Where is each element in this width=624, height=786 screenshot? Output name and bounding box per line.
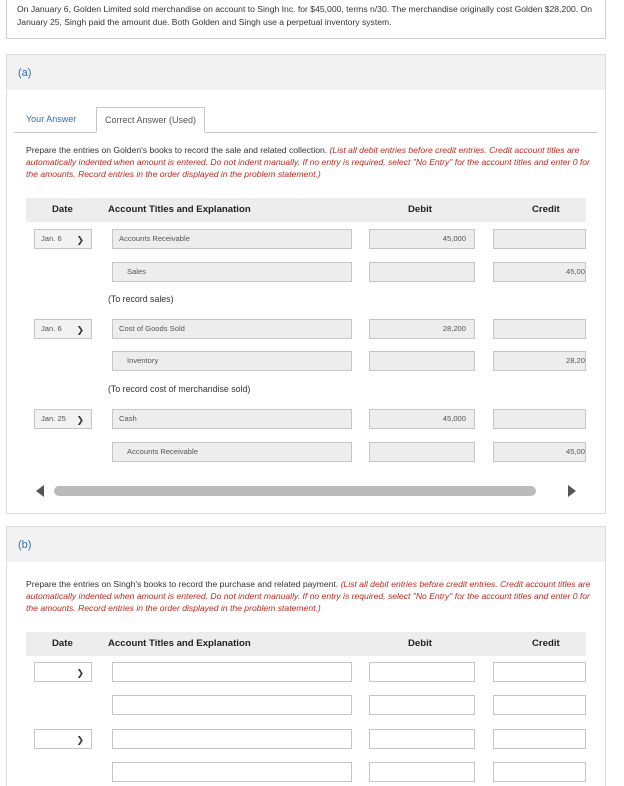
- part-a-table-header: [26, 198, 586, 222]
- date-value: Jan. 6: [41, 324, 62, 333]
- date-select[interactable]: [34, 662, 92, 682]
- debit-field[interactable]: [369, 762, 475, 782]
- debit-field[interactable]: [369, 442, 475, 462]
- credit-field[interactable]: 28,20: [493, 351, 586, 371]
- part-b-instructions: [26, 578, 591, 614]
- credit-field[interactable]: [493, 762, 586, 782]
- chevron-down-icon: ❯: [76, 415, 84, 425]
- part-b-header: [6, 526, 606, 562]
- account-field[interactable]: [112, 695, 352, 715]
- header-debit: Debit: [408, 638, 432, 649]
- date-select[interactable]: [34, 409, 92, 429]
- account-field[interactable]: [112, 762, 352, 782]
- part-b-instruction-note: (List all debit entries before credit entries. Credit account titles are automatically indented when amount is entered. Do not indent manually. If no entry is required, select "No Entry" for the account titles and enter 0 for the amounts. Record entries in the order displayed in the problem statement.): [26, 579, 591, 613]
- header-account: Account Titles and Explanation: [108, 204, 251, 215]
- date-value: Jan. 25: [41, 414, 66, 423]
- header-date: Date: [52, 638, 73, 649]
- account-field[interactable]: Sales: [112, 262, 352, 282]
- account-field[interactable]: Accounts Receivable: [112, 442, 352, 462]
- chevron-down-icon: ❯: [76, 325, 84, 335]
- chevron-down-icon: ❯: [76, 735, 84, 745]
- problem-statement: [6, 0, 606, 39]
- credit-field[interactable]: [493, 409, 586, 429]
- part-a-instruction-text: Prepare the entries on Golden's books to record the sale and related collection.: [26, 145, 330, 155]
- account-field[interactable]: Cost of Goods Sold: [112, 319, 352, 339]
- debit-field[interactable]: [369, 262, 475, 282]
- part-a-label: (a): [18, 67, 32, 79]
- chevron-down-icon: ❯: [76, 235, 84, 245]
- header-debit: Debit: [408, 204, 432, 215]
- debit-field[interactable]: [369, 662, 475, 682]
- problem-text: On January 6, Golden Limited sold merchandise on account to Singh Inc. for $45,000, terms n/30. The merchandise originally cost Golden $28,200. On January 25, Singh paid the amount due. Both Golden and Singh use a perpetual inventory system.: [17, 4, 593, 27]
- debit-field[interactable]: 28,200: [369, 319, 475, 339]
- header-credit: Credit: [532, 638, 560, 649]
- account-field[interactable]: Cash: [112, 409, 352, 429]
- scroll-left-icon[interactable]: [36, 485, 44, 497]
- part-a-instruction-note: (List all debit entries before credit entries. Credit account titles are automatically indented when amount is entered. Do not indent manually. If no entry is required, select "No Entry" for the account titles and enter 0 for the amounts. Record entries in the order displayed in the problem statement.): [26, 145, 590, 179]
- part-b-label: (b): [18, 539, 32, 551]
- header-account: Account Titles and Explanation: [108, 638, 251, 649]
- credit-field[interactable]: [493, 229, 586, 249]
- chevron-down-icon: ❯: [76, 668, 84, 678]
- account-field[interactable]: Accounts Receivable: [112, 229, 352, 249]
- debit-field[interactable]: [369, 729, 475, 749]
- horizontal-scrollbar[interactable]: [36, 484, 576, 498]
- credit-field[interactable]: [493, 729, 586, 749]
- tab-correct-answer[interactable]: Correct Answer (Used): [96, 107, 205, 133]
- credit-field[interactable]: 45,00: [493, 262, 586, 282]
- date-select[interactable]: [34, 229, 92, 249]
- entry-memo: (To record sales): [108, 294, 174, 304]
- answer-tabs: [14, 107, 597, 133]
- debit-field[interactable]: [369, 695, 475, 715]
- debit-field[interactable]: [369, 351, 475, 371]
- header-credit: Credit: [532, 204, 560, 215]
- credit-field[interactable]: 45,00: [493, 442, 586, 462]
- part-b-table-header: [26, 632, 586, 656]
- credit-field[interactable]: [493, 662, 586, 682]
- debit-field[interactable]: 45,000: [369, 409, 475, 429]
- part-b-instruction-text: Prepare the entries on Singh's books to record the purchase and related payment.: [26, 579, 341, 589]
- entry-memo: (To record cost of merchandise sold): [108, 384, 251, 394]
- account-field[interactable]: [112, 662, 352, 682]
- part-a-header: [6, 54, 606, 90]
- date-select[interactable]: [34, 319, 92, 339]
- tab-your-answer[interactable]: Your Answer: [26, 114, 77, 124]
- account-field[interactable]: [112, 729, 352, 749]
- header-date: Date: [52, 204, 73, 215]
- credit-field[interactable]: [493, 695, 586, 715]
- scroll-right-icon[interactable]: [568, 485, 576, 497]
- date-select[interactable]: [34, 729, 92, 749]
- credit-field[interactable]: [493, 319, 586, 339]
- account-field[interactable]: Inventory: [112, 351, 352, 371]
- scroll-thumb[interactable]: [54, 486, 536, 496]
- debit-field[interactable]: 45,000: [369, 229, 475, 249]
- date-value: Jan. 6: [41, 234, 62, 243]
- part-a-instructions: [26, 144, 591, 180]
